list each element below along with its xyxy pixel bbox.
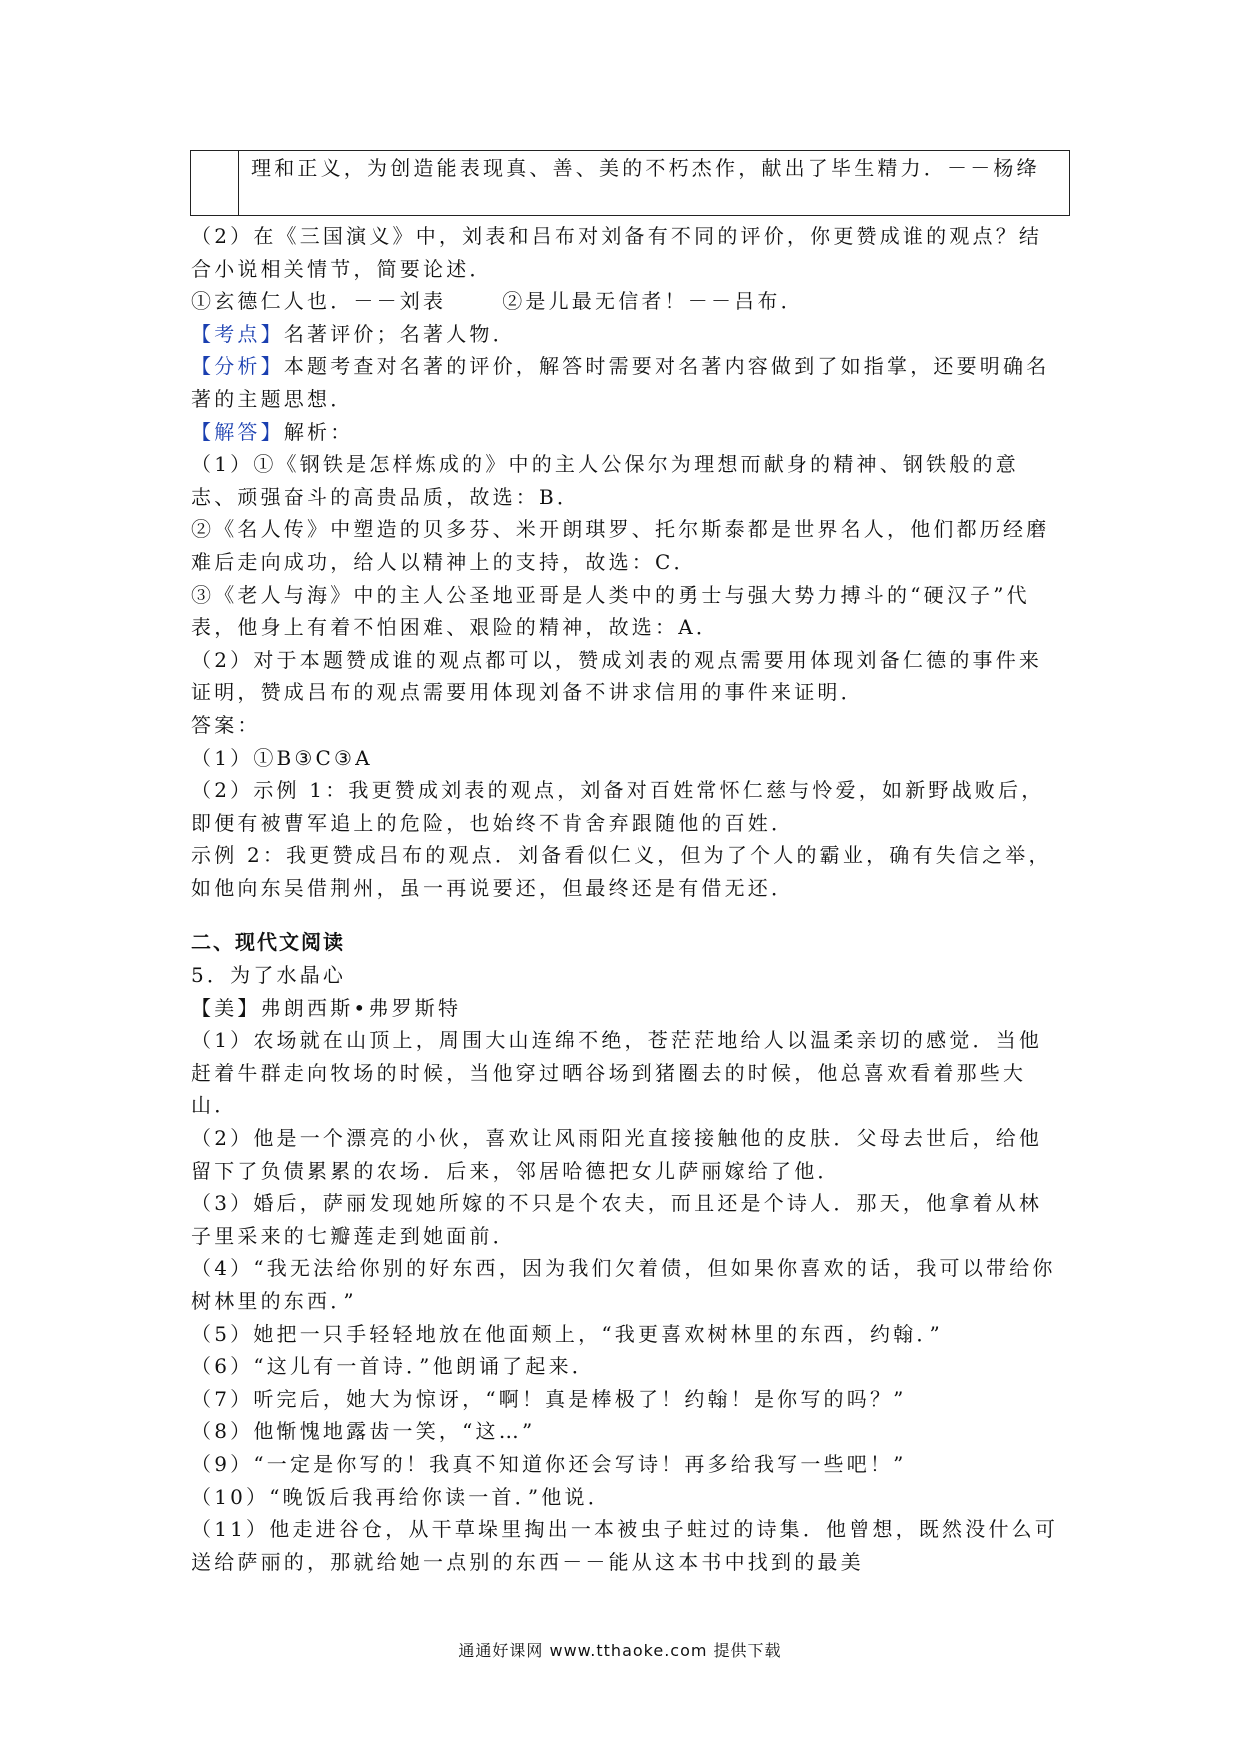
jieda-tag: 解答 — [214, 419, 261, 444]
page-footer: 通通好课网 www.tthaoke.com 提供下载 — [458, 1641, 782, 1660]
article-paragraph: （6）“这儿有一首诗．”他朗诵了起来． — [191, 1354, 595, 1379]
main-content — [191, 220, 1061, 1578]
kaodian-line: 【考点】名著评价；名著人物． — [191, 321, 516, 346]
article-paragraph: （11）他走进谷仓，从干草垛里掏出一本被虫子蛀过的诗集．他曾想，既然没什么可送给萨丽的，那就给她一点别的东西－－能从这本书中找到的最美 — [191, 1517, 1059, 1574]
fenxi-text: 本题考查对名著的评价，解答时需要对名著内容做到了如指掌，还要明确名著的主题思想． — [191, 354, 1050, 411]
option-2: ②是儿最无信者！－－吕布． — [502, 289, 804, 314]
jieda-line: 【解答】解析： — [191, 419, 354, 444]
answer-line: （2）对于本题赞成谁的观点都可以，赞成刘表的观点需要用体现刘备仁德的事件来证明，赞成吕布的观点需要用体现刘备不讲求信用的事件来证明． — [191, 647, 1043, 705]
fenxi-tag: 分析 — [214, 354, 261, 379]
article-paragraph: （1）农场就在山顶上，周围大山连绵不绝，苍茫茫地给人以温柔亲切的感觉．当他赶着牛群走向牧场的时候，当他穿过晒谷场到猪圈去的时候，他总喜欢看着那些大山． — [191, 1028, 1043, 1118]
option-1: ①玄德仁人也．－－刘表 — [191, 289, 447, 314]
article-paragraph: （2）他是一个漂亮的小伙，喜欢让风雨阳光直接接触他的皮肤．父母去世后，给他留下了负债累累的农场．后来，邻居哈德把女儿萨丽嫁给了他． — [191, 1126, 1043, 1183]
answer-line: ②《名人传》中塑造的贝多芬、米开朗琪罗、托尔斯泰都是世界名人，他们都历经磨难后走向成功，给人以精神上的支持，故选：C． — [191, 517, 1050, 574]
article-paragraph: （9）“一定是你写的！我真不知道你还会写诗！再多给我写一些吧！” — [191, 1451, 907, 1476]
kaodian-text: 名著评价；名著人物． — [283, 321, 516, 346]
table-cell-text: 理和正义，为创造能表现真、善、美的不朽杰作，献出了毕生精力．－－杨绛 — [251, 156, 1040, 180]
answer-line: （1）①《钢铁是怎样炼成的》中的主人公保尔为理想而献身的精神、钢铁般的意志、顽强奋斗的高贵品质，故选：B． — [191, 452, 1019, 509]
section-heading: 二、现代文阅读 — [191, 930, 345, 955]
table-column-divider — [238, 151, 239, 215]
article-paragraph: （8）他惭愧地露齿一笑，“这…” — [191, 1419, 536, 1444]
article-title: 5．为了水晶心 — [191, 963, 347, 988]
article-paragraph: （10）“晚饭后我再给你读一首．”他说． — [191, 1484, 611, 1509]
article-author: 【美】弗朗西斯•弗罗斯特 — [191, 995, 462, 1020]
table-continuation — [190, 150, 1070, 216]
jieda-text: 解析： — [283, 419, 354, 444]
answer-line: （1）①B③C③A — [191, 745, 373, 770]
article-paragraph: （4）“我无法给你别的好东西，因为我们欠着债，但如果你喜欢的话，我可以带给你树林里的东西．” — [191, 1256, 1056, 1313]
article-paragraph: （3）婚后，萨丽发现她所嫁的不只是个农夫，而且还是个诗人．那天，他拿着从林子里采来的七瓣莲走到她面前． — [191, 1191, 1043, 1248]
answer-line: 答案： — [191, 712, 261, 737]
article-paragraph: （7）听完后，她大为惊讶，“啊！真是棒极了！约翰！是你写的吗？” — [191, 1386, 907, 1411]
kaodian-tag: 考点 — [214, 321, 261, 346]
answer-line: ③《老人与海》中的主人公圣地亚哥是人类中的勇士与强大势力搏斗的“硬汉子”代表，他身上有着不怕困难、艰险的精神，故选：A． — [191, 582, 1030, 640]
fenxi-line: 【分析】本题考查对名著的评价，解答时需要对名著内容做到了如指掌，还要明确名著的主题思想． — [191, 354, 1050, 411]
article-paragraph: （5）她把一只手轻轻地放在他面颊上，“我更喜欢树林里的东西，约翰．” — [191, 1321, 943, 1346]
answer-line: （2）示例 1：我更赞成刘表的观点，刘备对百姓常怀仁慈与怜爱，如新野战败后，即便有被曹军追上的危险，也始终不肯舍弃跟随他的百姓． — [191, 778, 1045, 835]
answer-line: 示例 2：我更赞成吕布的观点．刘备看似仁义，但为了个人的霸业，确有失信之举，如他向东吴借荆州，虽一再说要还，但最终还是有借无还． — [191, 843, 1052, 900]
question-2-options — [191, 285, 1061, 318]
question-2-prompt: （2）在《三国演义》中，刘表和吕布对刘备有不同的评价，你更赞成谁的观点？结合小说相关情节，简要论述． — [191, 224, 1043, 281]
